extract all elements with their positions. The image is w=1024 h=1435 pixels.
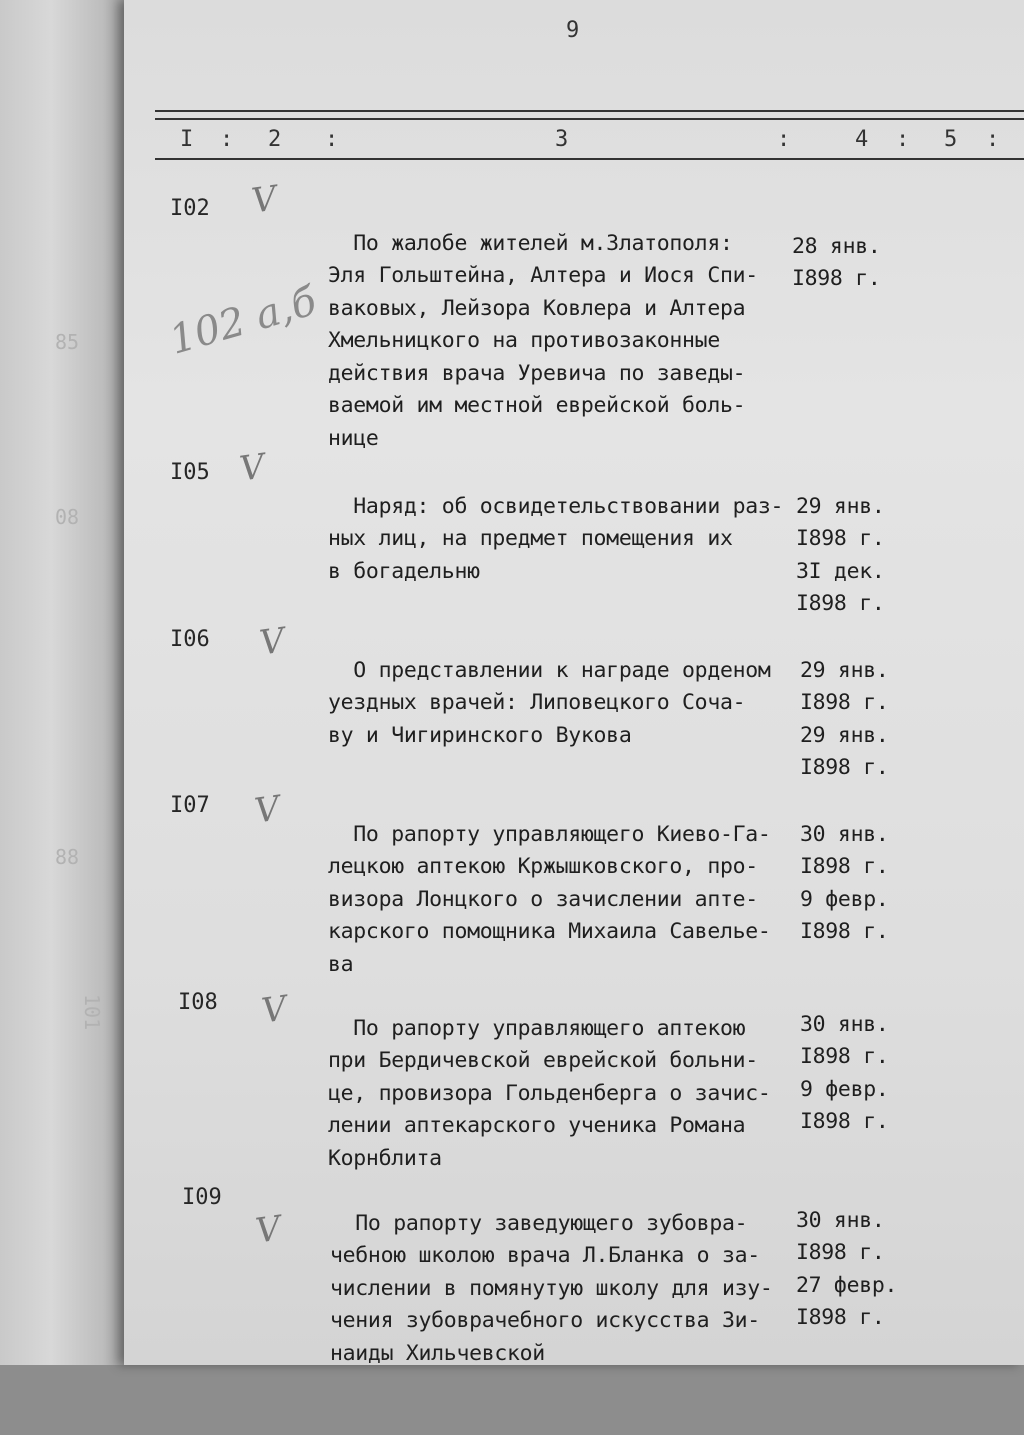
date-line: I898 г. bbox=[796, 526, 885, 551]
date-line: 27 февр. bbox=[796, 1272, 898, 1298]
entry-line: Эля Гольштейна, Алтера и Иося Спи- bbox=[328, 263, 758, 288]
date-line: I898 г. bbox=[792, 266, 881, 291]
date-line: 3I дек. bbox=[796, 558, 885, 584]
entry-dates bbox=[792, 198, 881, 361]
entry-line: Наряд: об освидетельствовании раз- bbox=[328, 493, 784, 519]
check-mark: V bbox=[237, 446, 268, 490]
entry-line: О представлении к награде орденом bbox=[328, 657, 771, 683]
date-line: I898 г. bbox=[800, 919, 889, 944]
column-header-3: 3 bbox=[555, 127, 569, 152]
entry-number: I09 bbox=[182, 1185, 222, 1210]
entry-line: ных лиц, на предмет помещения их bbox=[328, 526, 733, 551]
spine-mark: 85 bbox=[55, 330, 80, 354]
column-header-sep: : bbox=[220, 127, 234, 152]
date-line: 9 февр. bbox=[800, 1076, 889, 1102]
header-rule-top-2 bbox=[155, 118, 1024, 120]
handwritten-note: 102 а,б bbox=[164, 278, 322, 364]
entry-line: ву и Чигиринского Вукова bbox=[328, 722, 632, 748]
entry-line: нице bbox=[328, 425, 379, 451]
entry-line: ва bbox=[328, 951, 354, 977]
entry-line: Хмельницкого на противозаконные bbox=[328, 328, 720, 353]
entry-number: I07 bbox=[170, 793, 210, 818]
check-mark: V bbox=[259, 988, 290, 1032]
entry-line: ваемой им местной еврейской боль- bbox=[328, 393, 746, 418]
date-line: I898 г. bbox=[800, 690, 889, 715]
entry-line: По рапорту управляющего аптекою bbox=[328, 1015, 746, 1041]
check-mark: V bbox=[249, 178, 280, 222]
spine-mark: 88 bbox=[55, 845, 80, 869]
entry-line: действия врача Уревича по заведы- bbox=[328, 360, 746, 386]
date-line: 29 янв. bbox=[800, 657, 889, 683]
entry-line: в богадельню bbox=[328, 558, 480, 584]
entry-line: По рапорту управляющего Киево-Га- bbox=[328, 821, 771, 847]
date-line: 30 янв. bbox=[800, 821, 889, 847]
entry-line: чения зубоврачебного искусства Зи- bbox=[330, 1308, 760, 1333]
page-number: 9 bbox=[566, 18, 580, 43]
date-line: 28 янв. bbox=[792, 233, 881, 259]
date-line: 9 февр. bbox=[800, 886, 889, 912]
column-header-sep: : bbox=[777, 127, 791, 152]
column-header-sep: : bbox=[325, 127, 339, 152]
entry-line: чебною школою врача Л.Бланка о за- bbox=[330, 1243, 760, 1268]
entry-line: це, провизора Гольденберга о зачис- bbox=[328, 1080, 771, 1106]
spine-mark: 08 bbox=[55, 505, 80, 529]
date-line: I898 г. bbox=[800, 755, 889, 780]
entry-line: числении в помянутую школу для изу- bbox=[330, 1275, 773, 1301]
check-mark: V bbox=[257, 620, 288, 664]
date-line: I898 г. bbox=[800, 1044, 889, 1069]
date-line: I898 г. bbox=[796, 1305, 885, 1330]
date-line: 30 янв. bbox=[800, 1011, 889, 1037]
entry-line: ваковых, Лейзора Ковлера и Алтера bbox=[328, 295, 746, 321]
date-line: I898 г. bbox=[800, 854, 889, 879]
column-header-1: I bbox=[180, 127, 194, 152]
column-header-sep: : bbox=[896, 127, 910, 152]
entry-line: наиды Хильчевской bbox=[330, 1340, 545, 1366]
entry-dates bbox=[800, 976, 889, 1204]
date-line: 30 янв. bbox=[796, 1207, 885, 1233]
entry-line: По жалобе жителей м.Златополя: bbox=[328, 230, 733, 256]
entry-dates bbox=[796, 1172, 897, 1400]
date-line: 29 янв. bbox=[796, 493, 885, 519]
check-mark: V bbox=[253, 1208, 284, 1252]
column-header-2: 2 bbox=[268, 127, 282, 152]
entry-line: уездных врачей: Липовецкого Соча- bbox=[328, 690, 746, 715]
entry-line: лецкою аптекою Кржышковского, про- bbox=[328, 854, 758, 879]
date-line: I898 г. bbox=[800, 1109, 889, 1134]
header-rule-top bbox=[155, 110, 1024, 112]
spine-mark: 101 bbox=[80, 994, 104, 1031]
column-header-sep: : bbox=[986, 127, 1000, 152]
check-mark: V bbox=[252, 788, 283, 832]
column-header-5: 5 bbox=[944, 127, 958, 152]
entry-description bbox=[330, 1175, 773, 1435]
entry-line: при Бердичевской еврейской больни- bbox=[328, 1048, 758, 1073]
date-line: I898 г. bbox=[796, 591, 885, 616]
entry-number: I02 bbox=[170, 196, 210, 221]
column-header-4: 4 bbox=[855, 127, 869, 152]
entry-line: Корнблита bbox=[328, 1145, 442, 1171]
entry-line: лении аптекарского ученика Романа bbox=[328, 1113, 746, 1138]
date-line: 29 янв. bbox=[800, 722, 889, 748]
entry-number: I05 bbox=[170, 460, 210, 485]
date-line: I898 г. bbox=[796, 1240, 885, 1265]
header-rule-bottom bbox=[155, 158, 1024, 160]
entry-number: I06 bbox=[170, 627, 210, 652]
entry-number: I08 bbox=[178, 990, 218, 1015]
entry-line: визора Лонцкого о зачислении апте- bbox=[328, 886, 758, 912]
entry-line: По рапорту заведующего зубовра- bbox=[330, 1210, 748, 1236]
book-spine bbox=[0, 0, 128, 1365]
entry-line: карского помощника Михаила Савелье- bbox=[328, 919, 771, 944]
